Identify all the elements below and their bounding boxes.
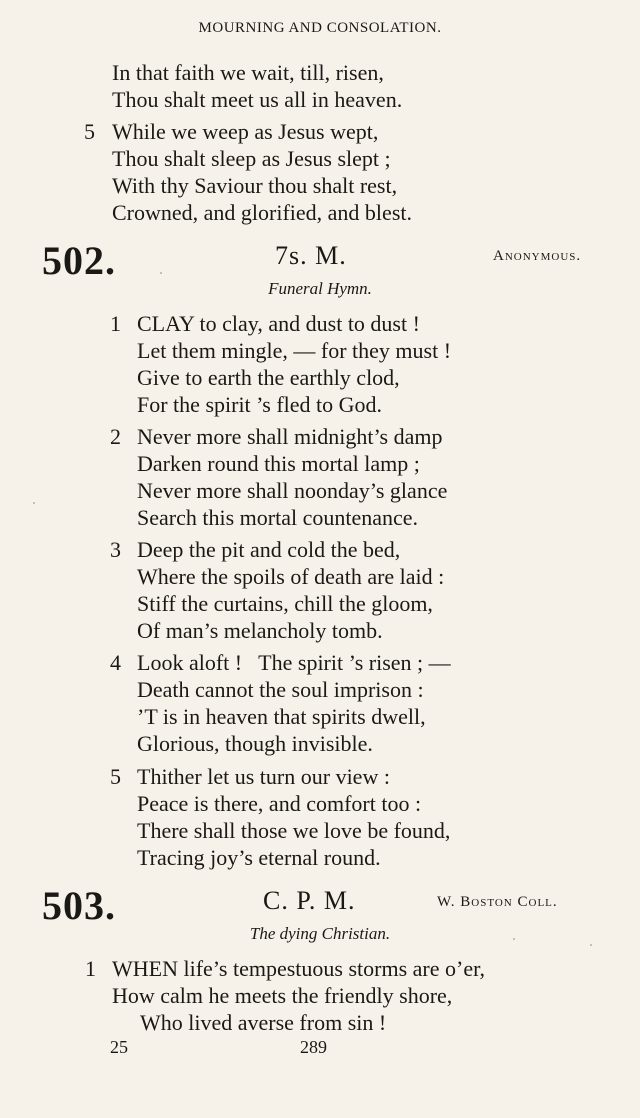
verse-number: 1 xyxy=(110,311,121,336)
verse-line: Never more shall midnight’s damp xyxy=(137,424,443,449)
verse-line: Look aloft ! The spirit ’s risen ; — xyxy=(137,650,451,675)
verse-line: For the spirit ’s fled to God. xyxy=(137,392,383,417)
paper-speck xyxy=(160,272,162,274)
paper-speck xyxy=(33,502,35,504)
verse-line: With thy Saviour thou shalt rest, xyxy=(112,173,398,198)
verse-line: WHEN life’s tempestuous storms are o’er, xyxy=(112,956,486,981)
verse-line: Who lived averse from sin ! xyxy=(140,1010,387,1035)
verse-line: Crowned, and glorified, and blest. xyxy=(112,200,412,225)
verse-number: 2 xyxy=(110,424,121,449)
verse-line: Give to earth the earthly clod, xyxy=(137,365,400,390)
verse-line: While we weep as Jesus wept, xyxy=(112,119,379,144)
verse-line: Search this mortal countenance. xyxy=(137,505,419,530)
verse-line: Death cannot the soul imprison : xyxy=(137,677,424,702)
verse-line: Never more shall noonday’s glance xyxy=(137,478,448,503)
hymn-number: 502. xyxy=(42,238,116,283)
verse-number: 3 xyxy=(110,537,121,562)
signature-mark: 25 xyxy=(110,1037,128,1057)
verse-number: 4 xyxy=(110,650,121,675)
verse-line: Stiff the curtains, chill the gloom, xyxy=(137,591,433,616)
verse-line: Peace is there, and comfort too : xyxy=(137,791,422,816)
hymn-meter: 7s. M. xyxy=(275,241,347,270)
verse-number: 5 xyxy=(110,764,121,789)
hymn-subtitle: Funeral Hymn. xyxy=(268,279,372,298)
hymn-number: 503. xyxy=(42,883,116,928)
verse-line: Let them mingle, — for they must ! xyxy=(137,338,452,363)
verse-number: 5 xyxy=(84,119,95,144)
hymn-author: Anonymous. xyxy=(493,248,582,264)
paper-speck xyxy=(513,938,515,940)
verse-line: In that faith we wait, till, risen, xyxy=(112,60,384,85)
verse-line: Darken round this mortal lamp ; xyxy=(137,451,420,476)
verse-line: ’T is in heaven that spirits dwell, xyxy=(137,704,426,729)
verse-line: Glorious, though invisible. xyxy=(137,731,373,756)
verse-line: Thou shalt meet us all in heaven. xyxy=(112,87,403,112)
verse-line: Tracing joy’s eternal round. xyxy=(137,845,381,870)
verse-line: Thither let us turn our view : xyxy=(137,764,390,789)
verse-line: CLAY to clay, and dust to dust ! xyxy=(137,311,420,336)
hymn-author: W. Boston Coll. xyxy=(437,894,558,910)
verse-line: Deep the pit and cold the bed, xyxy=(137,537,401,562)
page-number: 289 xyxy=(300,1037,327,1057)
verse-line: Where the spoils of death are laid : xyxy=(137,564,445,589)
verse-line: There shall those we love be found, xyxy=(137,818,451,843)
verse-line: Thou shalt sleep as Jesus slept ; xyxy=(112,146,391,171)
verse-line: How calm he meets the friendly shore, xyxy=(112,983,453,1008)
hymn-meter: C. P. M. xyxy=(263,886,356,915)
verse-number: 1 xyxy=(85,956,96,981)
paper-speck xyxy=(590,944,592,946)
hymn-subtitle: The dying Christian. xyxy=(249,924,391,943)
running-head: MOURNING AND CONSOLATION. xyxy=(198,20,442,36)
verse-line: Of man’s melancholy tomb. xyxy=(137,618,383,643)
